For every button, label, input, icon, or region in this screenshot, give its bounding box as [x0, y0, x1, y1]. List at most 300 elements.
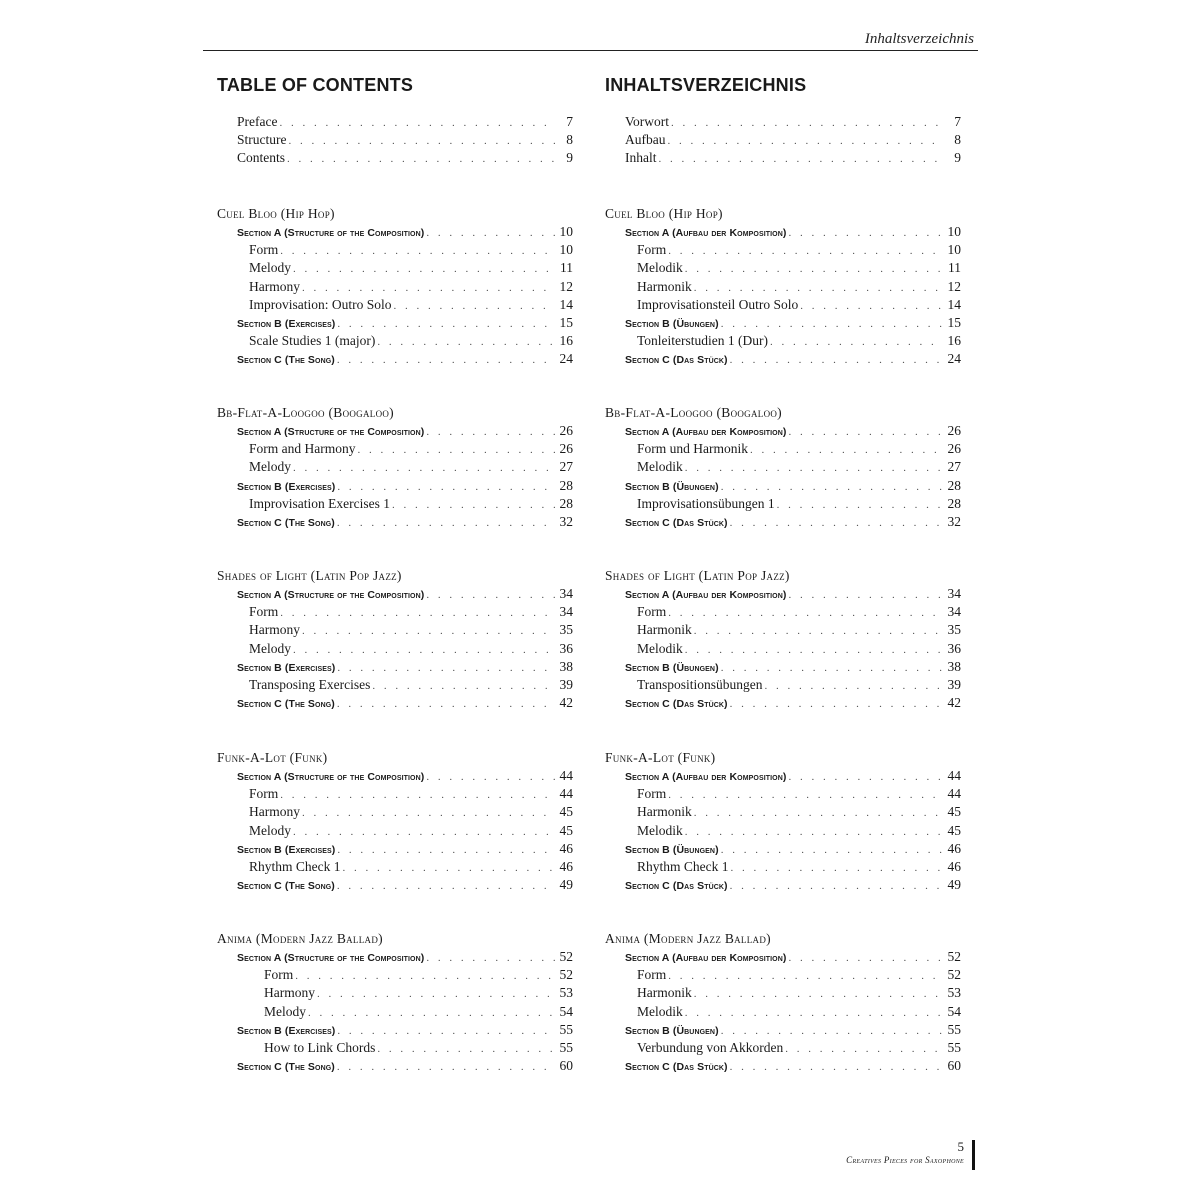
toc-entry-page: 39 — [559, 676, 573, 692]
toc-entry-page: 7 — [954, 114, 961, 129]
song-section — [605, 749, 961, 894]
dot-leader — [337, 695, 555, 713]
toc-entry-page: 45 — [559, 822, 573, 838]
toc-entry[interactable] — [605, 259, 961, 277]
toc-entry[interactable] — [605, 658, 961, 676]
toc-entry-page: 53 — [947, 985, 961, 1001]
toc-entry[interactable] — [605, 131, 961, 149]
toc-entry-page: 52 — [559, 967, 573, 983]
toc-entry-label: Melodik — [637, 822, 683, 838]
toc-entry-page: 46 — [559, 858, 573, 874]
dot-leader — [668, 132, 944, 150]
toc-entry[interactable] — [217, 440, 573, 458]
song-section — [217, 567, 573, 712]
dot-leader — [372, 677, 555, 695]
toc-entry-page: 54 — [947, 1003, 961, 1019]
dot-leader — [668, 242, 943, 260]
dot-leader — [788, 768, 943, 786]
toc-entry-label: Melody — [249, 260, 291, 276]
toc-entry-label: Melodik — [637, 459, 683, 475]
toc-entry-page: 16 — [559, 333, 573, 349]
dot-leader — [308, 1004, 555, 1022]
dot-leader — [731, 859, 944, 877]
toc-entry-page: 28 — [947, 495, 961, 511]
toc-entry-page: 44 — [947, 786, 961, 802]
toc-entry[interactable] — [217, 278, 573, 296]
toc-entry[interactable] — [605, 149, 961, 167]
toc-entry-label: Section C (The Song) — [237, 1061, 335, 1074]
toc-entry[interactable] — [605, 422, 961, 440]
toc-entry-label: Section A (Aufbau der Komposition) — [625, 426, 787, 438]
toc-entry-label: Form — [249, 604, 279, 620]
dot-leader — [426, 224, 555, 242]
dot-leader — [694, 622, 943, 640]
toc-entry-label: Form — [264, 967, 294, 983]
toc-entry[interactable] — [217, 113, 573, 131]
toc-entry[interactable] — [605, 513, 961, 531]
toc-entry-label: Improvisation Exercises 1 — [249, 495, 390, 511]
toc-entry-page: 27 — [559, 459, 573, 475]
dot-leader — [685, 459, 943, 477]
dot-leader — [337, 514, 555, 532]
toc-entry[interactable] — [605, 803, 961, 821]
toc-entry-page: 26 — [559, 441, 573, 457]
toc-entry[interactable] — [217, 621, 573, 639]
toc-entry-label: Section A (Aufbau der Komposition) — [625, 771, 787, 783]
dot-leader — [730, 514, 943, 532]
dot-leader — [317, 985, 555, 1003]
toc-entry-page: 10 — [559, 224, 573, 239]
toc-entry[interactable] — [605, 1057, 961, 1075]
toc-entry[interactable] — [605, 785, 961, 803]
toc-entry[interactable] — [217, 948, 573, 966]
toc-entry-label: Section B (Exercises) — [237, 1024, 336, 1037]
toc-entry-label: Improvisationsteil Outro Solo — [637, 296, 799, 312]
toc-entry-label: Section A (Aufbau der Komposition) — [625, 589, 787, 601]
dot-leader — [295, 967, 555, 985]
toc-entry-page: 27 — [947, 459, 961, 475]
dot-leader — [694, 804, 943, 822]
toc-entry-label: Section C (Das Stück) — [625, 880, 728, 893]
toc-column-german — [605, 70, 961, 1074]
dot-leader — [730, 351, 943, 369]
toc-entry-label: Inhalt — [625, 150, 657, 166]
toc-entry-label: Section A (Structure of the Composition) — [237, 589, 425, 601]
toc-entry[interactable] — [217, 858, 573, 876]
song-section — [217, 749, 573, 894]
dot-leader — [721, 659, 943, 677]
toc-entry-label: Section C (Das Stück) — [625, 354, 728, 367]
toc-entry[interactable] — [605, 332, 961, 350]
toc-entry-page: 34 — [947, 586, 961, 601]
dot-leader — [280, 786, 555, 804]
toc-entry-label: Form — [249, 786, 279, 802]
toc-entry-page: 12 — [947, 278, 961, 294]
toc-entry-page: 10 — [947, 224, 961, 239]
toc-entry-label: Section B (Exercises) — [237, 843, 336, 856]
toc-entry[interactable] — [217, 603, 573, 621]
toc-entry-label: Harmonik — [637, 622, 692, 638]
toc-entry[interactable] — [217, 876, 573, 894]
toc-entry[interactable] — [217, 822, 573, 840]
toc-entry[interactable] — [217, 458, 573, 476]
dot-leader — [777, 496, 943, 514]
toc-entry[interactable] — [605, 966, 961, 984]
front-matter-list — [217, 113, 573, 168]
toc-entry[interactable] — [605, 241, 961, 259]
toc-entry-label: Harmonik — [637, 804, 692, 820]
toc-entry-label: Form — [637, 786, 667, 802]
toc-entry[interactable] — [217, 495, 573, 513]
toc-entry-page: 60 — [559, 1058, 573, 1074]
toc-entry-page: 9 — [566, 150, 573, 166]
toc-entry[interactable] — [217, 314, 573, 332]
toc-entry-label: Rhythm Check 1 — [637, 858, 729, 874]
toc-entry[interactable] — [217, 767, 573, 785]
dot-leader — [694, 279, 943, 297]
toc-entry-page: 46 — [947, 858, 961, 874]
toc-entry-page: 7 — [566, 114, 573, 129]
toc-entry[interactable] — [217, 966, 573, 984]
toc-entry[interactable] — [605, 477, 961, 495]
toc-entry-label: Harmonik — [637, 985, 692, 1001]
toc-entry[interactable] — [217, 585, 573, 603]
toc-entry-label: Section A (Structure of the Composition) — [237, 771, 425, 783]
toc-entry-label: Form und Harmonik — [637, 441, 748, 457]
dot-leader — [685, 823, 943, 841]
toc-entry-page: 26 — [947, 423, 961, 438]
toc-entry-page: 45 — [947, 822, 961, 838]
song-title[interactable]: Shades of Light (Latin Pop Jazz) — [605, 568, 790, 583]
toc-entry-label: Tonleiterstudien 1 (Dur) — [637, 333, 769, 349]
toc-entry[interactable] — [217, 513, 573, 531]
page-number: 5 — [957, 1139, 964, 1154]
song-title[interactable]: Anima (Modern Jazz Ballad) — [605, 931, 771, 946]
toc-entry[interactable] — [605, 984, 961, 1002]
dot-leader — [426, 949, 555, 967]
dot-leader — [426, 423, 555, 441]
toc-entry-label: Section B (Übungen) — [625, 661, 719, 674]
dot-leader — [337, 315, 555, 333]
toc-entry[interactable] — [217, 223, 573, 241]
toc-entry-page: 36 — [947, 640, 961, 656]
toc-entry-label: Form — [637, 604, 667, 620]
toc-entry-page: 28 — [947, 477, 961, 493]
toc-entry-page: 14 — [559, 296, 573, 312]
dot-leader — [337, 478, 555, 496]
dot-leader — [377, 333, 555, 351]
dot-leader — [770, 333, 943, 351]
toc-entry[interactable] — [605, 621, 961, 639]
toc-entry-page: 34 — [559, 604, 573, 620]
song-title[interactable]: Funk-A-Lot (Funk) — [605, 750, 716, 765]
toc-entry-label: Section B (Übungen) — [625, 480, 719, 493]
toc-entry-page: 46 — [947, 840, 961, 856]
toc-entry-label: Section C (The Song) — [237, 354, 335, 367]
song-section — [605, 404, 961, 531]
toc-entry-page: 14 — [947, 296, 961, 312]
toc-entry-label: Section B (Übungen) — [625, 317, 719, 330]
front-matter-list — [605, 113, 961, 168]
toc-entry[interactable] — [217, 658, 573, 676]
song-title[interactable]: Shades of Light (Latin Pop Jazz) — [217, 568, 402, 583]
toc-entry-page: 52 — [947, 949, 961, 964]
toc-entry-label: Section C (The Song) — [237, 698, 335, 711]
dot-leader — [668, 967, 943, 985]
dot-leader — [694, 985, 943, 1003]
toc-entry[interactable] — [217, 694, 573, 712]
toc-entry-label: Structure — [237, 132, 287, 148]
toc-entry-page: 46 — [559, 840, 573, 856]
toc-entry[interactable] — [605, 1021, 961, 1039]
toc-entry[interactable] — [605, 495, 961, 513]
dot-leader — [685, 641, 943, 659]
toc-entry-label: Improvisation: Outro Solo — [249, 296, 392, 312]
toc-entry-page: 9 — [954, 150, 961, 166]
toc-entry-page: 12 — [559, 278, 573, 294]
toc-entry-label: Transpositionsübungen — [637, 676, 763, 692]
song-title[interactable]: Cuel Bloo (Hip Hop) — [605, 206, 723, 221]
dot-leader — [337, 1058, 555, 1076]
toc-entry[interactable] — [605, 603, 961, 621]
toc-entry[interactable] — [217, 422, 573, 440]
toc-entry-label: Contents — [237, 150, 286, 166]
toc-entry-label: Section C (Das Stück) — [625, 516, 728, 529]
toc-entry[interactable] — [605, 1039, 961, 1057]
toc-entry[interactable] — [217, 1021, 573, 1039]
toc-entry-page: 44 — [559, 786, 573, 802]
dot-leader — [730, 695, 943, 713]
dot-leader — [426, 586, 555, 604]
toc-entry-label: Section A (Structure of the Composition) — [237, 227, 425, 239]
toc-entry[interactable] — [605, 585, 961, 603]
dot-leader — [721, 841, 943, 859]
toc-entry-label: Section A (Aufbau der Komposition) — [625, 952, 787, 964]
dot-leader — [302, 279, 555, 297]
book-title-footer: Creatives Pieces for Saxophone — [846, 1155, 964, 1165]
toc-entry-label: Melody — [249, 640, 291, 656]
toc-entry[interactable] — [217, 1057, 573, 1075]
song-title[interactable]: Bb-Flat-A-Loogoo (Boogaloo) — [605, 405, 782, 420]
dot-leader — [280, 242, 555, 260]
toc-entry[interactable] — [605, 314, 961, 332]
toc-entry-page: 11 — [948, 260, 961, 276]
toc-entry[interactable] — [217, 785, 573, 803]
toc-entry-page: 10 — [947, 242, 961, 258]
toc-entry-label: Harmony — [249, 804, 300, 820]
toc-entry-label: Section C (The Song) — [237, 880, 335, 893]
dot-leader — [337, 351, 555, 369]
toc-entry[interactable] — [217, 984, 573, 1002]
toc-entry-label: Form — [637, 242, 667, 258]
toc-entry-label: Vorwort — [625, 114, 670, 129]
dot-leader — [668, 786, 943, 804]
dot-leader — [337, 841, 555, 859]
toc-entry-page: 26 — [947, 441, 961, 457]
dot-leader — [377, 1040, 555, 1058]
toc-entry-label: Section B (Exercises) — [237, 661, 336, 674]
toc-entry-page: 35 — [559, 622, 573, 638]
toc-entry-label: Section B (Exercises) — [237, 317, 336, 330]
toc-entry[interactable] — [605, 822, 961, 840]
toc-entry-page: 39 — [947, 676, 961, 692]
toc-entry-page: 24 — [947, 351, 961, 367]
toc-entry[interactable] — [217, 640, 573, 658]
toc-entry-label: Harmonik — [637, 278, 692, 294]
toc-entry-label: Aufbau — [625, 132, 666, 148]
toc-entry[interactable] — [217, 259, 573, 277]
dot-leader — [337, 877, 555, 895]
toc-entry-label: Melody — [264, 1003, 306, 1019]
toc-entry-label: Melody — [249, 459, 291, 475]
toc-entry[interactable] — [605, 840, 961, 858]
toc-entry-label: Improvisationsübungen 1 — [637, 495, 775, 511]
dot-leader — [280, 604, 555, 622]
toc-entry-page: 26 — [559, 423, 573, 438]
toc-entry-label: Form — [637, 967, 667, 983]
toc-entry[interactable] — [217, 840, 573, 858]
song-section — [217, 404, 573, 531]
song-title[interactable]: Bb-Flat-A-Loogoo (Boogaloo) — [217, 405, 394, 420]
dot-leader — [392, 496, 555, 514]
toc-entry-label: Section C (Das Stück) — [625, 698, 728, 711]
toc-entry[interactable] — [217, 296, 573, 314]
toc-entry[interactable] — [605, 223, 961, 241]
dot-leader — [337, 1022, 555, 1040]
toc-entry-label: Section C (The Song) — [237, 516, 335, 529]
dot-leader — [788, 224, 943, 242]
dot-leader — [659, 150, 944, 168]
dot-leader — [800, 297, 943, 315]
dot-leader — [293, 823, 555, 841]
song-section — [605, 930, 961, 1075]
toc-entry-page: 52 — [947, 967, 961, 983]
toc-entry[interactable] — [605, 876, 961, 894]
toc-entry[interactable] — [605, 458, 961, 476]
toc-entry-page: 42 — [947, 695, 961, 711]
header-rule — [203, 50, 978, 51]
toc-column-english — [217, 70, 573, 1074]
toc-entry-label: Section A (Aufbau der Komposition) — [625, 227, 787, 239]
dot-leader — [730, 877, 943, 895]
toc-entry[interactable] — [217, 350, 573, 368]
toc-entry-page: 55 — [559, 1021, 573, 1037]
toc-entry[interactable] — [217, 803, 573, 821]
toc-entry[interactable] — [605, 278, 961, 296]
dot-leader — [765, 677, 943, 695]
toc-entry-page: 15 — [559, 314, 573, 330]
toc-entry-page: 45 — [947, 804, 961, 820]
dot-leader — [788, 949, 943, 967]
toc-entry-page: 32 — [559, 513, 573, 529]
toc-entry-page: 15 — [947, 314, 961, 330]
dot-leader — [293, 459, 555, 477]
dot-leader — [357, 441, 555, 459]
toc-entry[interactable] — [217, 332, 573, 350]
toc-entry[interactable] — [605, 113, 961, 131]
toc-entry[interactable] — [217, 676, 573, 694]
dot-leader — [721, 315, 943, 333]
toc-entry[interactable] — [605, 350, 961, 368]
toc-entry-page: 55 — [947, 1021, 961, 1037]
toc-entry-label: Section B (Übungen) — [625, 843, 719, 856]
toc-entry-page: 53 — [559, 985, 573, 1001]
dot-leader — [788, 586, 943, 604]
song-section — [217, 205, 573, 369]
toc-entry-label: Melodik — [637, 640, 683, 656]
toc-entry-page: 8 — [566, 132, 573, 148]
toc-entry-label: Harmony — [249, 622, 300, 638]
song-section — [605, 567, 961, 712]
toc-entry[interactable] — [217, 131, 573, 149]
toc-entry-page: 55 — [559, 1039, 573, 1055]
toc-entry-label: Section B (Übungen) — [625, 1024, 719, 1037]
song-title[interactable]: Anima (Modern Jazz Ballad) — [217, 931, 383, 946]
toc-entry[interactable] — [605, 858, 961, 876]
toc-entry[interactable] — [217, 1003, 573, 1021]
dot-leader — [721, 478, 943, 496]
toc-entry[interactable] — [605, 296, 961, 314]
dot-leader — [337, 659, 555, 677]
toc-entry[interactable] — [217, 1039, 573, 1057]
song-section — [217, 930, 573, 1075]
toc-entry-page: 28 — [559, 495, 573, 511]
toc-entry-page: 60 — [947, 1058, 961, 1074]
toc-entry-label: Section A (Structure of the Composition) — [237, 952, 425, 964]
toc-entry-label: Section B (Exercises) — [237, 480, 336, 493]
song-title[interactable]: Cuel Bloo (Hip Hop) — [217, 206, 335, 221]
toc-entry-page: 38 — [947, 658, 961, 674]
toc-entry-label: Verbundung von Akkorden — [637, 1039, 784, 1055]
toc-entry[interactable] — [217, 477, 573, 495]
toc-entry-page: 10 — [559, 242, 573, 258]
toc-entry-page: 11 — [560, 260, 573, 276]
dot-leader — [730, 1058, 943, 1076]
toc-entry-label: Section A (Structure of the Composition) — [237, 426, 425, 438]
toc-entry-label: Melodik — [637, 1003, 683, 1019]
toc-entry-page: 44 — [947, 768, 961, 783]
dot-leader — [785, 1040, 943, 1058]
dot-leader — [426, 768, 555, 786]
toc-entry[interactable] — [605, 948, 961, 966]
toc-entry-label: Scale Studies 1 (major) — [249, 333, 376, 349]
toc-entry-page: 34 — [559, 586, 573, 601]
dot-leader — [394, 297, 556, 315]
toc-entry-page: 42 — [559, 695, 573, 711]
dot-leader — [289, 132, 556, 150]
toc-entry-page: 49 — [947, 877, 961, 893]
toc-entry-label: Melody — [249, 822, 291, 838]
toc-entry[interactable] — [605, 1003, 961, 1021]
toc-entry[interactable] — [605, 767, 961, 785]
toc-entry[interactable] — [605, 676, 961, 694]
toc-entry[interactable] — [605, 640, 961, 658]
toc-entry[interactable] — [217, 241, 573, 259]
toc-entry[interactable] — [605, 440, 961, 458]
toc-entry-label: Harmony — [264, 985, 315, 1001]
toc-entry[interactable] — [605, 694, 961, 712]
dot-leader — [343, 859, 556, 877]
footer-bar — [972, 1140, 975, 1170]
dot-leader — [788, 423, 943, 441]
toc-entry-page: 28 — [559, 477, 573, 493]
toc-entry[interactable] — [217, 149, 573, 167]
toc-entry-page: 54 — [559, 1003, 573, 1019]
dot-leader — [302, 622, 555, 640]
running-head: Inhaltsverzeichnis — [864, 31, 974, 47]
toc-entry-label: Section C (Das Stück) — [625, 1061, 728, 1074]
song-title[interactable]: Funk-A-Lot (Funk) — [217, 750, 328, 765]
